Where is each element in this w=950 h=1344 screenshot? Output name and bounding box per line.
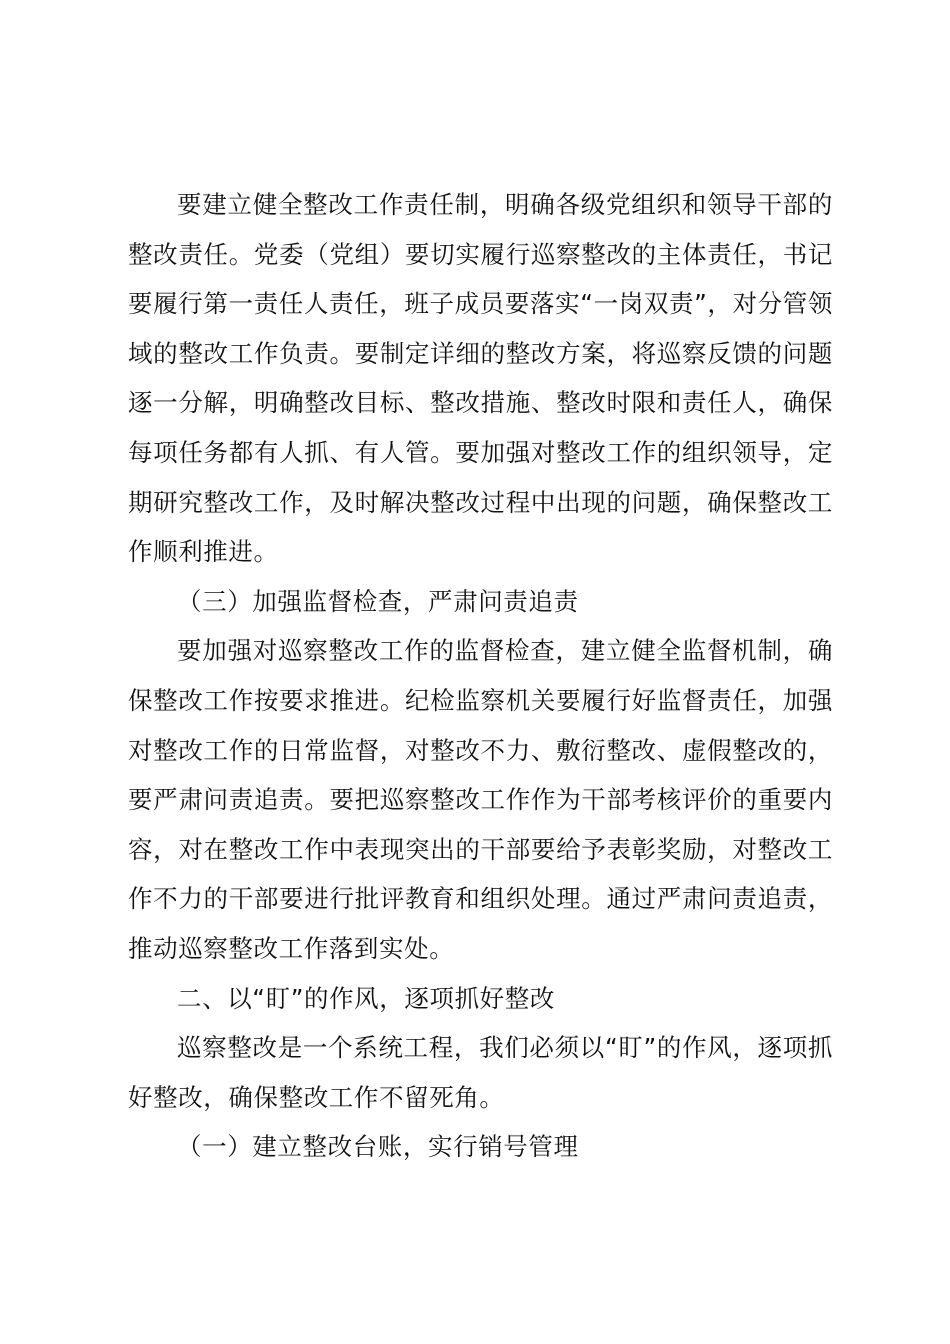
paragraph-system-engineering: 巡察整改是一个系统工程，我们必须以“盯”的作风，逐项抓好整改，确保整改工作不留死角。	[128, 1033, 833, 1112]
document-body	[128, 180, 833, 1172]
section-heading-itemized-rectification: 二、以“盯”的作风，逐项抓好整改	[177, 983, 555, 1013]
paragraph-supervision: 要加强对巡察整改工作的监督检查，建立健全监督机制，确保整改工作按要求推进。纪检监察机关要履行好监督责任，加强对整改工作的日常监督，对整改不力、敷衍整改、虚假整改的，要严肃问责追责。要把巡察整改工作作为干部考核评价的重要内容，对在整改工作中表现突出的干部要给予表彰奖励，对整改工作不力的干部要进行批评教育和组织处理。通过严肃问责追责，推动巡察整改工作落到实处。	[128, 636, 833, 963]
section-heading-supervision: （三）加强监督检查，严肃问责追责	[177, 586, 579, 616]
section-heading-ledger: （一）建立整改台账，实行销号管理	[177, 1132, 579, 1162]
paragraph-responsibility: 要建立健全整改工作责任制，明确各级党组织和领导干部的整改责任。党委（党组）要切实履行巡察整改的主体责任，书记要履行第一责任人责任，班子成员要落实“一岗双责”，对分管领域的整改工作负责。要制定详细的整改方案，将巡察反馈的问题逐一分解，明确整改目标、整改措施、整改时限和责任人，确保每项任务都有人抓、有人管。要加强对整改工作的组织领导，定期研究整改工作，及时解决整改过程中出现的问题，确保整改工作顺利推进。	[128, 190, 833, 567]
